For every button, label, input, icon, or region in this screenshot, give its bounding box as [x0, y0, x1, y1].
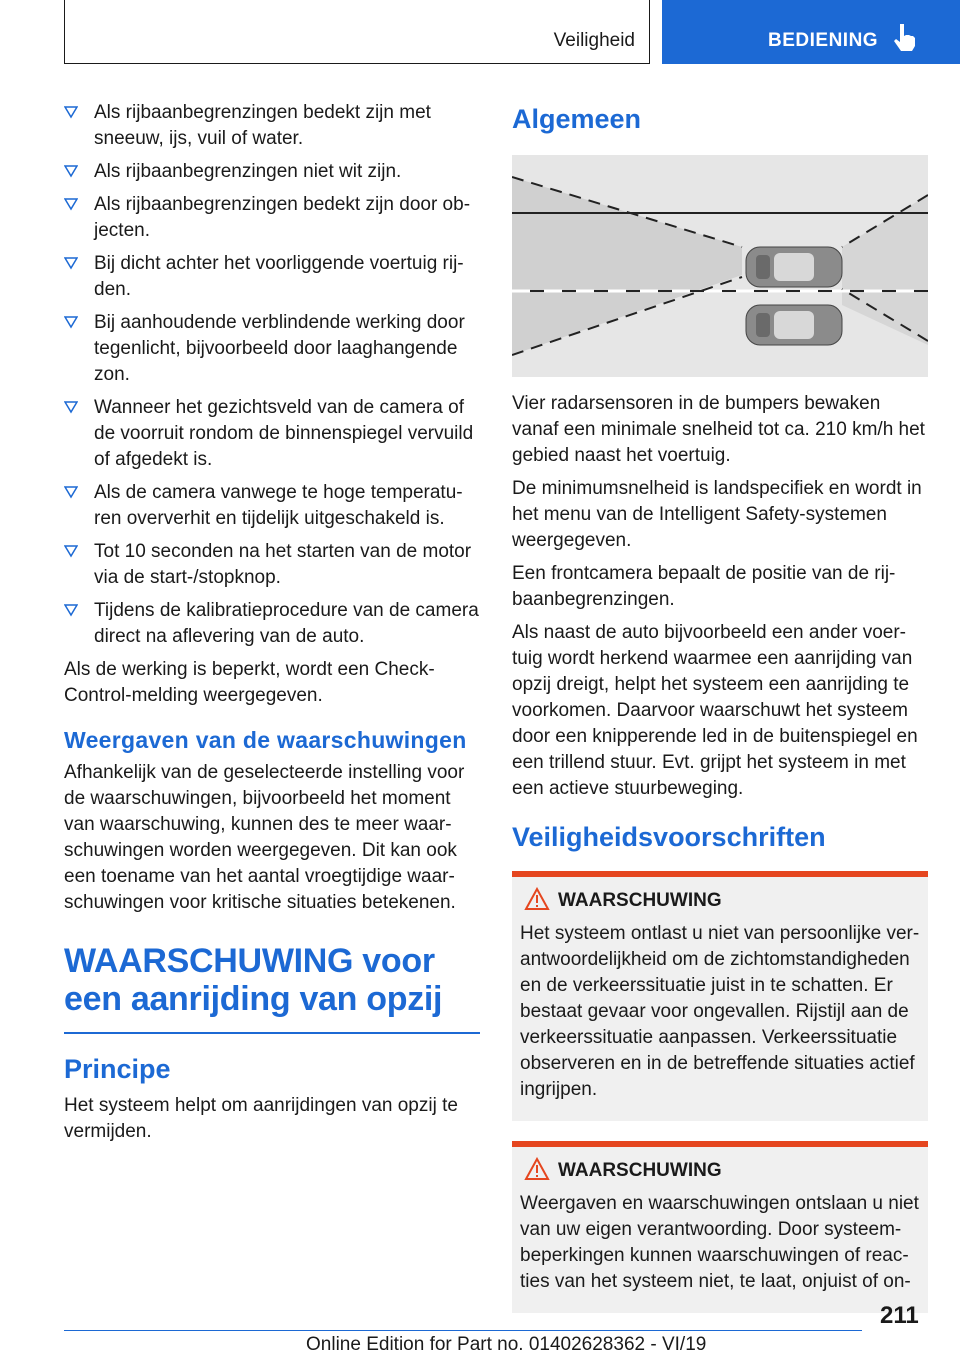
- side-collision-figure: [512, 155, 928, 377]
- bullet-triangle-icon: [64, 256, 78, 270]
- general-paragraph: Vier radarsensoren in de bumpers bewaken vanaf een minimale snelheid tot ca. 210 km/h het gebied naast het voertuig.: [512, 393, 925, 466]
- right-column: [512, 100, 928, 1313]
- header-section-title: Veiligheid: [553, 30, 635, 51]
- edition-footer: Online Edition for Part no. 01402628362 - VI/19: [306, 1334, 707, 1355]
- general-paragraph: De minimumsnelheid is landspecifiek en wordt in het menu van de Intelligent Safety-systemen weergegeven.: [512, 478, 922, 551]
- warnings-display-text: Afhankelijk van de geselecteerde instelling voor de waarschuwingen, bijvoorbeeld het moment van waarschuwing, kunnen des te meer waar-schuwingen worden weergegeven. Dit kan ook een toename van het aantal vroegtijdige waar-schuwingen voor kritische situaties betekenen.: [64, 762, 465, 913]
- general-paragraph: Als naast de auto bijvoorbeeld een ander voer-tuig wordt herkend waarmee een aanrijding van opzij dreigt, helpt het systeem een aanrijding te voorkomen. Daarvoor waarschuwt het systeem door een knipperende led in de buitenspiegel en een trillend stuur. Evt. grijpt het systeem in met een actieve stuurbeweging.: [512, 622, 918, 799]
- limitations-list: [64, 100, 480, 650]
- bullet-triangle-icon: [64, 315, 78, 329]
- bullet-triangle-icon: [64, 400, 78, 414]
- bullet-triangle-icon: [64, 197, 78, 211]
- bullet-triangle-icon: [64, 105, 78, 119]
- general-heading: Algemeen: [512, 104, 642, 134]
- list-item: Tijdens de kalibratieprocedure van de camera direct na aflevering van de auto.: [64, 598, 480, 650]
- list-item: Als rijbaanbegrenzingen niet wit zijn.: [64, 159, 480, 185]
- bullet-triangle-icon: [64, 485, 78, 499]
- list-item: Als rijbaanbegrenzingen bedekt zijn met sneeuw, ijs, vuil of water.: [64, 100, 480, 152]
- warning-title: WAARSCHUWING: [520, 889, 920, 913]
- header-section-tab: [64, 0, 650, 64]
- warning-box: [512, 871, 928, 1121]
- safety-heading: Veiligheidsvoorschriften: [512, 822, 826, 852]
- car-icon: [746, 305, 842, 345]
- list-item: Bij aanhoudende verblindende werking door tegenlicht, bijvoorbeeld door laaghangende zon.: [64, 310, 480, 388]
- general-paragraph: Een frontcamera bepaalt de positie van de rij-baanbegrenzingen.: [512, 563, 896, 610]
- list-item: Wanneer het gezichtsveld van de camera of de voorruit rondom de binnenspiegel vervuild of afgedekt is.: [64, 395, 480, 473]
- list-item: Bij dicht achter het voorliggende voertuig rij-den.: [64, 251, 480, 303]
- warning-box: [512, 1141, 928, 1313]
- warning-triangle-icon: [524, 887, 550, 911]
- warning-title: WAARSCHUWING: [520, 1159, 920, 1183]
- header-chapter-title: BEDIENING: [768, 30, 879, 51]
- chapter-main-heading: WAARSCHUWING voor een aanrijding van opzij: [64, 942, 443, 1018]
- list-item: Als de camera vanwege te hoge temperatu-ren oververhit en tijdelijk uitgeschakeld is.: [64, 480, 480, 532]
- side-collision-radar-diagram: [512, 155, 928, 377]
- list-item: Tot 10 seconden na het starten van de motor via de start-/stopknop.: [64, 539, 480, 591]
- warning-text: Het systeem ontlast u niet van persoonlijke ver-antwoordelijkheid om de zichtomstandigheden en de verkeerssituatie juist in te schatten. Er bestaat gevaar voor ongevallen. Rijstijl aan de verkeerssituatie aanpassen. Verkeerssituatie observeren en in de betreffende situaties actief ingrijpen.: [520, 923, 920, 1100]
- bullet-triangle-icon: [64, 603, 78, 617]
- limitation-note: Als de werking is beperkt, wordt een Check-Control-melding weergegeven.: [64, 659, 435, 706]
- bullet-triangle-icon: [64, 164, 78, 178]
- header-chapter-tab: [662, 0, 960, 64]
- principle-heading: Principe: [64, 1054, 171, 1084]
- list-item: Als rijbaanbegrenzingen bedekt zijn door ob-jecten.: [64, 192, 480, 244]
- warning-triangle-icon: [524, 1157, 550, 1181]
- principle-text: Het systeem helpt om aanrijdingen van opzij te vermijden.: [64, 1095, 458, 1142]
- heading-divider: [64, 1032, 480, 1034]
- warning-text: Weergaven en waarschuwingen ontslaan u niet van uw eigen verantwoording. Door systeem-beperkingen kunnen waarschuwingen of reac-ties van het systeem niet, te laat, onjuist of on-: [520, 1193, 919, 1292]
- left-column: [64, 100, 480, 1152]
- warnings-display-heading: Weergaven van de waarschuwingen: [64, 727, 467, 753]
- bullet-triangle-icon: [64, 544, 78, 558]
- page-number: 211: [880, 1302, 919, 1329]
- footer-divider: [64, 1330, 862, 1331]
- hand-pointer-icon: [892, 22, 918, 52]
- car-icon: [746, 247, 842, 287]
